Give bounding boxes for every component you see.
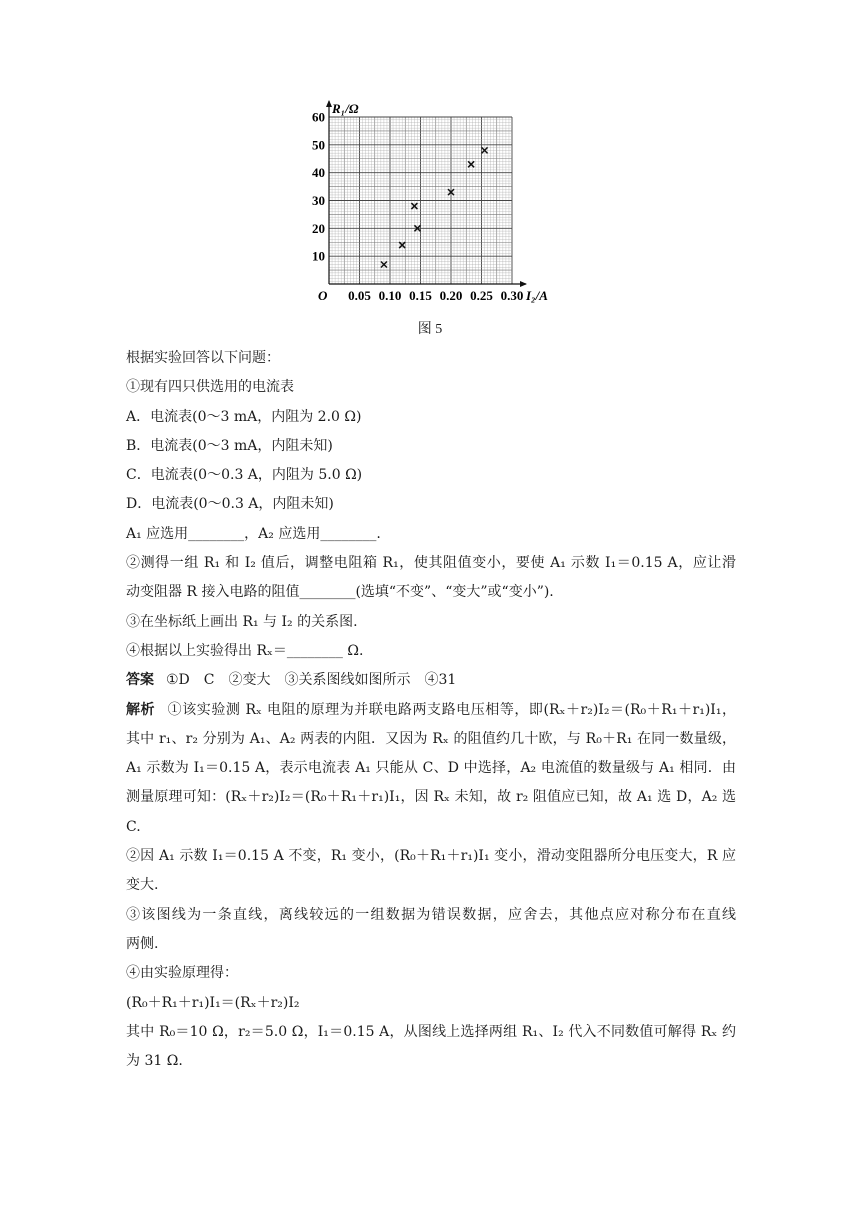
x-tick-label: 0.10 [378, 288, 402, 303]
x-axis-arrow-icon [520, 281, 527, 287]
x-tick-label: 0.15 [409, 288, 432, 303]
analysis-line-4: 测量原理可知：(Rₓ＋r₂)I₂＝(R₀＋R₁＋r₁)I₁，因 Rₓ 未知，故 r₂ 阻值应已知，故 A₁ 选 D，A₂ 选 [126, 789, 736, 806]
part-2-line-2: 变大. [126, 877, 159, 894]
answer-text: ①D C ②变大 ③关系图线如图所示 ④31 [166, 672, 457, 689]
analysis-label: 解析 [126, 701, 156, 718]
part-4-line-4: 为 31 Ω. [126, 1053, 183, 1070]
question-4: ④根据以上实验得出 Rₓ＝________ Ω. [126, 642, 364, 659]
option-b: B．电流表(0～3 mA，内阻未知) [126, 437, 333, 454]
y-tick-label: 60 [312, 109, 325, 125]
analysis-line-3: A₁ 示数为 I₁＝0.15 A，表示电流表 A₁ 只能从 C、D 中选择，A₂ 电流值的数量级与 A₁ 相同．由 [126, 760, 736, 777]
analysis-line-2: 其中 r₁、r₂ 分别为 A₁、A₂ 两表的内阻．又因为 Rₓ 的阻值约几十欧，与 R₀＋R₁ 在同一数量级， [126, 730, 736, 747]
data-points [381, 147, 488, 267]
y-tick-label: 10 [312, 248, 325, 264]
question-3: ③在坐标纸上画出 R₁ 与 I₂ 的关系图. [126, 613, 358, 630]
part-4-line-1: ④由实验原理得： [126, 965, 238, 982]
question-1: ①现有四只供选用的电流表 [126, 379, 294, 396]
x-tick-label: 0.20 [439, 288, 463, 303]
y-tick-label: 50 [312, 137, 325, 153]
x-axis-label: I₂/A [526, 288, 548, 303]
question-2-line-1: ②测得一组 R₁ 和 I₂ 值后，调整电阻箱 R₁，使其阻值变小，要使 A₁ 示数 I₁＝0.15 A，应让滑 [126, 555, 736, 572]
part-2-line-1: ②因 A₁ 示数 I₁＝0.15 A 不变，R₁ 变小，(R₀＋R₁＋r₁)I₁ 变小，滑动变阻器所分电压变大，R 应 [126, 848, 736, 865]
y-tick-label: 30 [312, 193, 325, 208]
question-1-blanks: A₁ 应选用________，A₂ 应选用________. [126, 525, 381, 542]
intro-text: 根据实验回答以下问题： [126, 350, 280, 366]
answer-line [126, 666, 736, 695]
part-4-equation: (R₀＋R₁＋r₁)I₁＝(Rₓ＋r₂)I₂ [126, 994, 300, 1011]
y-tick-label: 40 [312, 165, 325, 181]
analysis-text-1: ①该实验测 Rₓ 电阻的原理为并联电路两支路电压相等，即(Rₓ＋r₂)I₂＝(R₀＋R₁＋r₁)I₁， [167, 701, 737, 718]
tick-labels [312, 110, 523, 304]
x-tick-label: 0.05 [348, 288, 371, 303]
x-tick-label: 0.30 [500, 288, 524, 303]
option-c: C．电流表(0～0.3 A，内阻为 5.0 Ω) [126, 467, 363, 484]
figure-r1-vs-i2 [0, 0, 860, 340]
option-a: A．电流表(0～3 mA，内阻为 2.0 Ω) [126, 408, 362, 425]
part-3-line-1: ③该图线为一条直线，离线较远的一组数据为错误数据，应舍去，其他点应对称分布在直线 [126, 906, 736, 923]
coordinate-grid [329, 117, 512, 284]
option-d: D．电流表(0～0.3 A，内阻未知) [126, 496, 334, 513]
question-content [126, 344, 736, 1076]
analysis-line-5: C. [126, 818, 141, 835]
part-4-line-3: 其中 R₀＝10 Ω，r₂＝5.0 Ω，I₁＝0.15 A，从图线上选择两组 R₁、I₂ 代入不同数值可解得 Rₓ 约 [126, 1023, 736, 1040]
figure-caption: 图 5 [417, 322, 443, 337]
y-tick-label: 20 [312, 220, 325, 236]
part-3-line-2: 两侧. [126, 935, 159, 952]
x-tick-label: 0.25 [470, 288, 493, 303]
answer-label: 答案 [126, 672, 154, 689]
question-2-line-2: 动变阻器 R 接入电路的阻值________(选填“不变”、“变大”或“变小”). [126, 584, 554, 601]
analysis-line-1 [126, 696, 736, 725]
y-axis-label: R₁/Ω [332, 101, 359, 116]
origin-label: O [318, 288, 328, 303]
